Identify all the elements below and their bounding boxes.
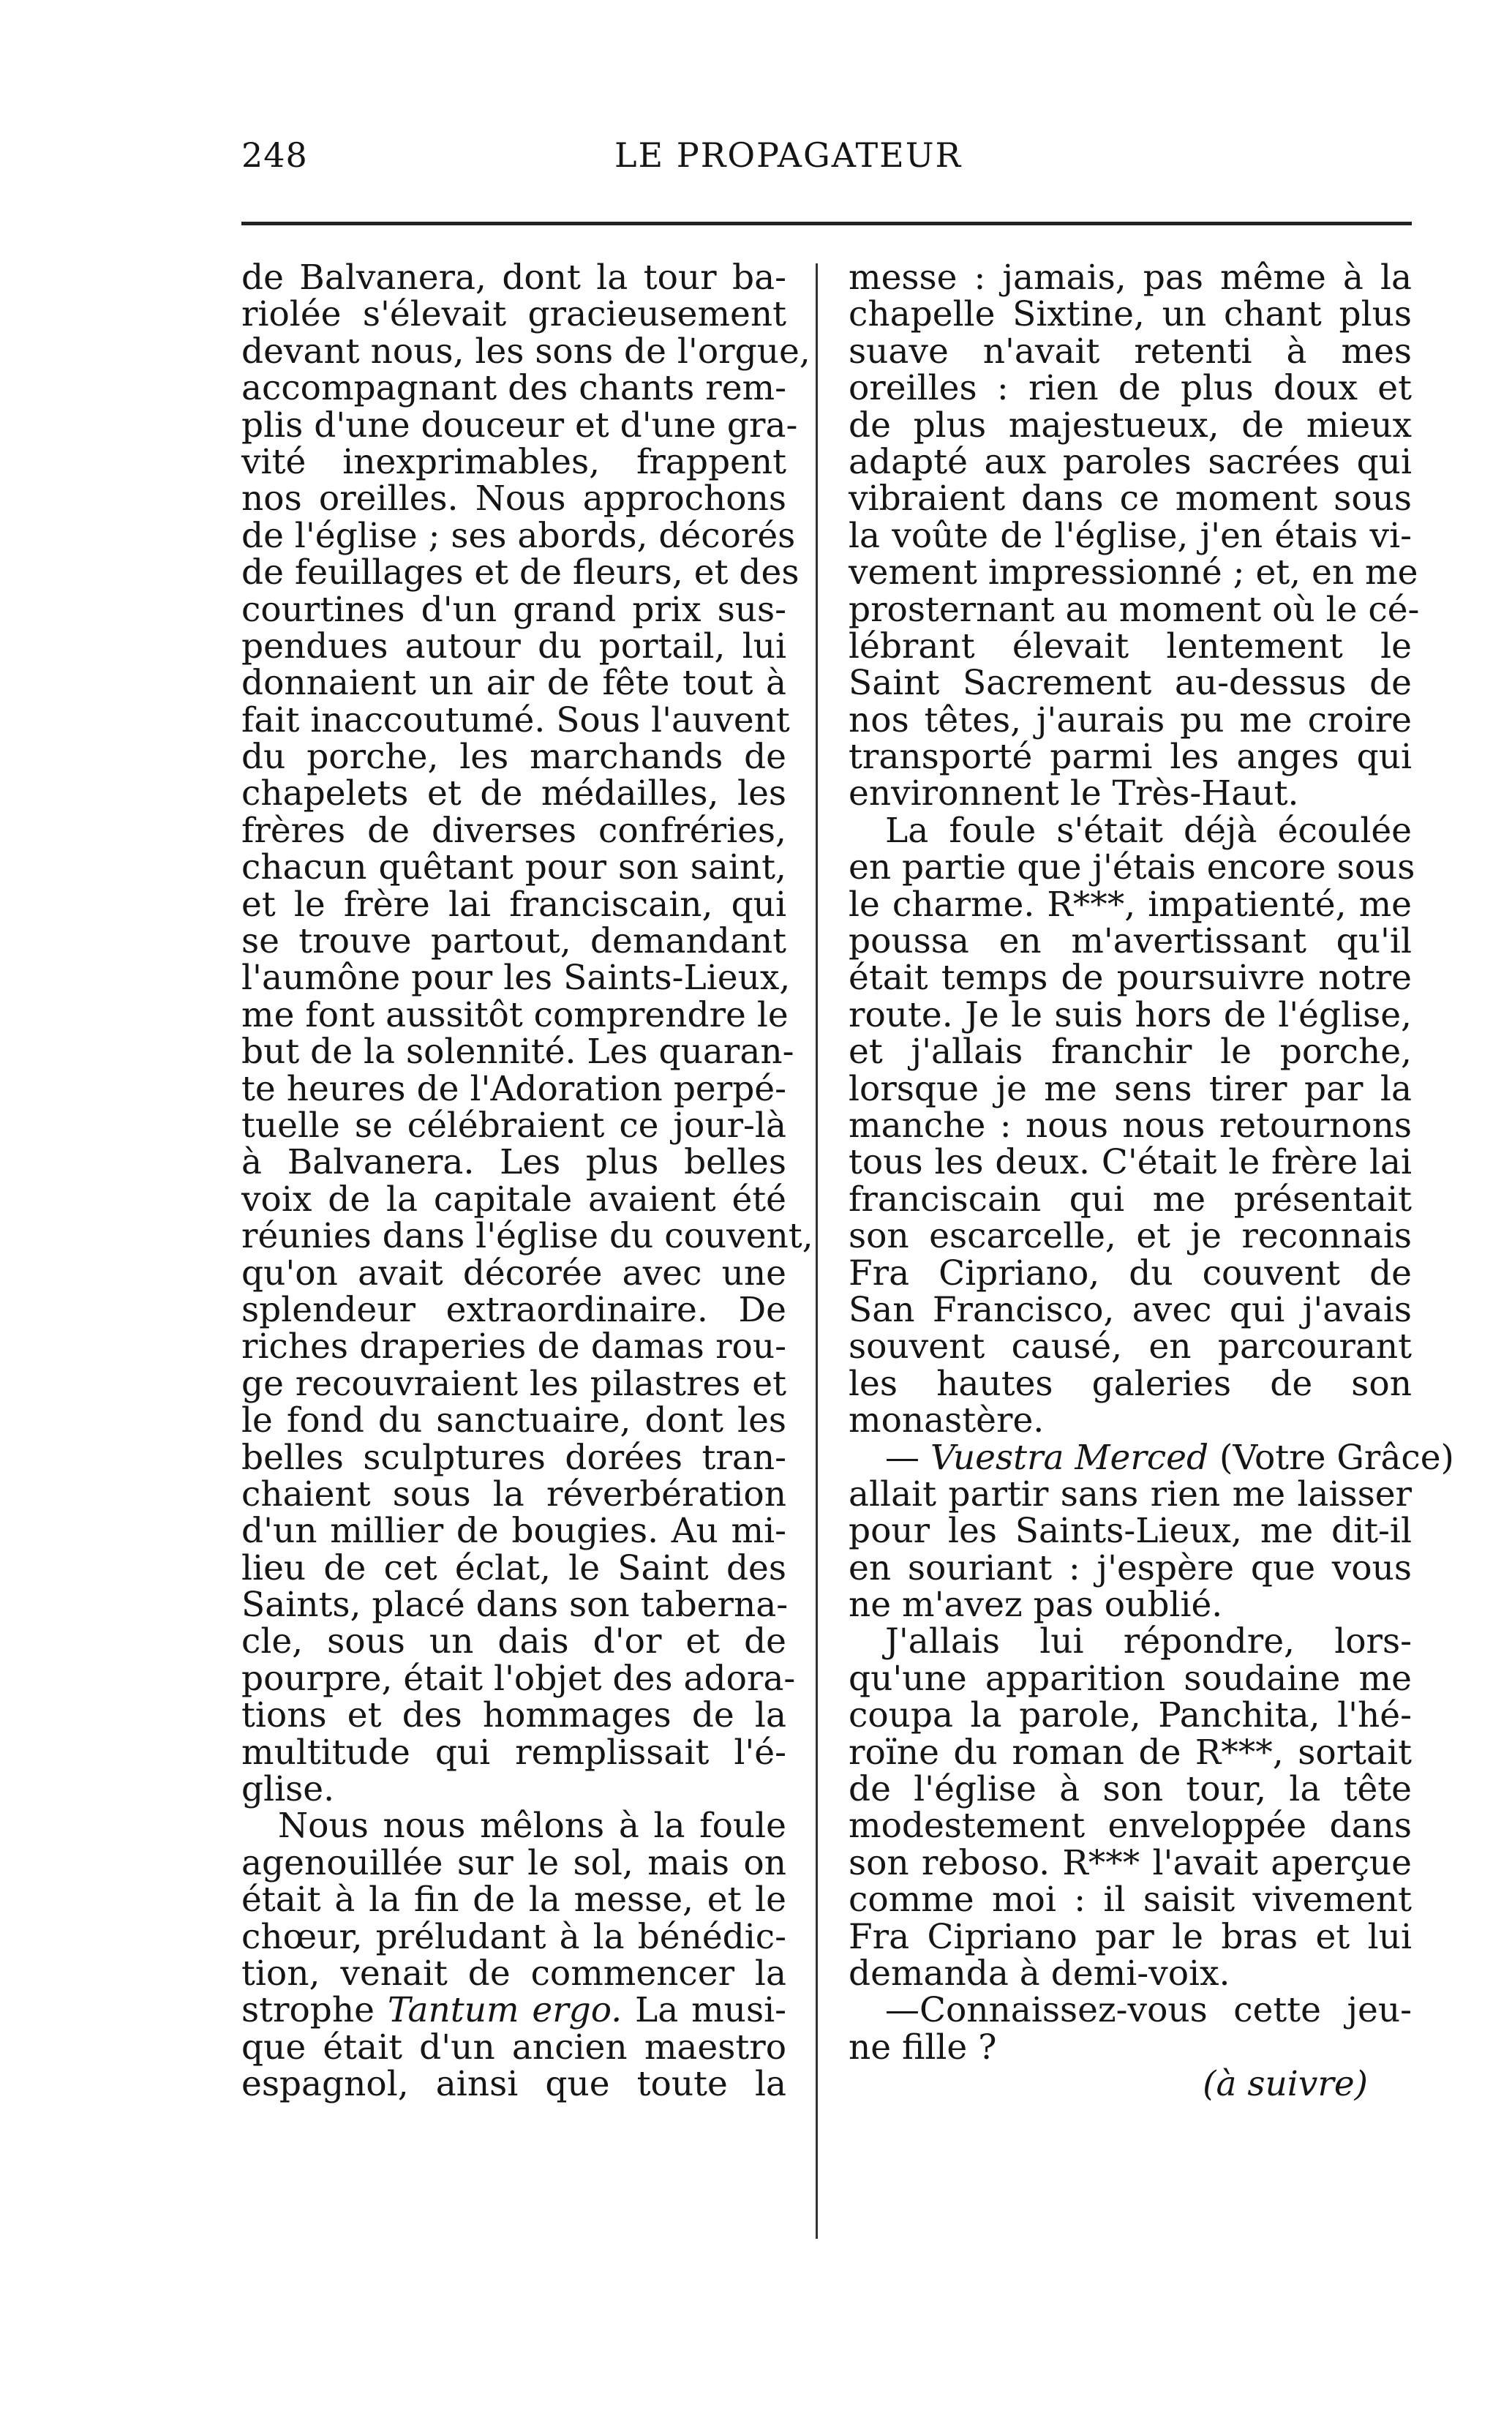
text-line: roïne du roman de R***, sortait	[849, 1732, 1412, 1773]
text-fragment: strophe	[241, 1990, 375, 2031]
text-line: frères de diverses confréries,	[241, 810, 786, 851]
to-be-continued-note: (à suivre)	[1203, 2064, 1368, 2105]
text-line: San Francisco, avec qui j'avais	[849, 1289, 1412, 1330]
text-line: était temps de poursuivre notre	[849, 958, 1412, 999]
text-line: d'un millier de bougies. Au mi-	[241, 1511, 786, 1552]
text-line: prosternant au moment où le cé-	[849, 589, 1420, 630]
text-line: riolée s'élevait gracieusement	[241, 294, 786, 335]
text-line: Fra Cipriano, du couvent de	[849, 1253, 1412, 1294]
text-line: tous les deux. C'était le frère lai	[849, 1142, 1412, 1183]
text-line: en souriant : j'espère que vous	[849, 1547, 1412, 1588]
text-line: nos oreilles. Nous approchons	[241, 478, 786, 519]
text-line: vement impressionné ; et, en me	[849, 552, 1418, 593]
text-line: à Balvanera. Les plus belles	[241, 1142, 786, 1183]
text-line: but de la solennité. Les quaran-	[241, 1032, 794, 1073]
text-line: lorsque je me sens tirer par la	[849, 1068, 1412, 1109]
text-line: chapelle Sixtine, un chant plus	[849, 294, 1412, 335]
text-line: le fond du sanctuaire, dont les	[241, 1400, 786, 1441]
text-line: Saints, placé dans son taberna-	[241, 1585, 789, 1626]
left-column	[241, 258, 813, 2105]
text-line: coupa la parole, Panchita, l'hé-	[849, 1695, 1412, 1736]
text-line: te heures de l'Adoration perpé-	[241, 1068, 786, 1109]
text-line: splendeur extraordinaire. De	[241, 1289, 786, 1330]
text-line: nos têtes, j'aurais pu me croire	[849, 699, 1412, 740]
text-line: lieu de cet éclat, le Saint des	[241, 1547, 786, 1588]
text-line: agenouillée sur le sol, mais on	[241, 1842, 786, 1883]
text-line: cle, sous un dais d'or et de	[241, 1621, 786, 1662]
text-line: La foule s'était déjà écoulée	[885, 810, 1412, 851]
text-line: donnaient un air de fête tout à	[241, 663, 786, 704]
text-line: pour les Saints-Lieux, me dit-il	[849, 1511, 1412, 1552]
text-line: messe : jamais, pas même à la	[849, 258, 1412, 298]
text-line: accompagnant des chants rem-	[241, 368, 786, 409]
text-line: de feuillages et de fleurs, et des	[241, 552, 800, 593]
text-line: pendues autour du portail, lui	[241, 626, 786, 667]
text-line: se trouve partout, demandant	[241, 921, 786, 962]
text-line: de l'église à son tour, la tête	[849, 1769, 1412, 1810]
text-line: les hautes galeries de son	[849, 1363, 1412, 1404]
running-head: LE PROPAGATEUR	[614, 135, 963, 175]
text-line: riches draperies de damas rou-	[241, 1326, 786, 1367]
column-divider	[816, 263, 818, 2239]
text-line: la voûte de l'église, j'en étais vi-	[849, 515, 1412, 556]
text-line: du porche, les marchands de	[241, 737, 786, 778]
text-line: qu'une apparition soudaine me	[849, 1658, 1412, 1699]
text-line: et le frère lai franciscain, qui	[241, 884, 786, 925]
header-rule	[241, 222, 1412, 225]
text-line: —Connaissez-vous cette jeu-	[885, 1990, 1412, 2031]
text-line: route. Je le suis hors de l'église,	[849, 994, 1412, 1035]
text-line: chacun quêtant pour son saint,	[241, 847, 786, 888]
right-column	[849, 258, 1454, 2105]
text-line-mixed	[241, 1992, 786, 2029]
text-fragment: (Votre Grâce)	[1208, 1437, 1454, 1478]
text-line: son reboso. R*** l'avait aperçue	[849, 1842, 1412, 1883]
text-line: demanda à demi-voix.	[849, 1953, 1230, 1994]
text-line: Saint Sacrement au-dessus de	[849, 663, 1412, 704]
text-line: ne fille ?	[849, 2027, 997, 2068]
text-line: Nous nous mêlons à la foule	[278, 1806, 786, 1847]
text-line: réunies dans l'église du couvent,	[241, 1216, 813, 1257]
text-line: glise.	[241, 1769, 335, 1810]
text-line: belles sculptures dorées tran-	[241, 1437, 786, 1478]
text-line: tions et des hommages de la	[241, 1695, 786, 1736]
text-line: et j'allais franchir le porche,	[849, 1032, 1412, 1073]
italic-text: Tantum ergo.	[387, 1990, 623, 2031]
text-line: chaient sous la réverbération	[241, 1474, 786, 1514]
text-line: espagnol, ainsi que toute la	[241, 2064, 786, 2105]
text-line: courtines d'un grand prix sus-	[241, 589, 786, 630]
text-line: était à la fin de la messe, et le	[241, 1880, 786, 1921]
text-line: plis d'une douceur et d'une gra-	[241, 405, 798, 446]
text-line: lébrant élevait lentement le	[849, 626, 1412, 667]
text-line: poussa en m'avertissant qu'il	[849, 921, 1412, 962]
text-line: me font aussitôt comprendre le	[241, 994, 789, 1035]
text-line: chœur, préludant à la bénédic-	[241, 1916, 786, 1957]
text-line: environnent le Très-Haut.	[849, 773, 1299, 814]
text-line: transporté parmi les anges qui	[849, 737, 1412, 778]
text-line: devant nous, les sons de l'orgue,	[241, 331, 810, 372]
text-line: de l'église ; ses abords, décorés	[241, 515, 796, 556]
text-fragment: La musi-	[635, 1990, 786, 2031]
text-line: Fra Cipriano par le bras et lui	[849, 1916, 1412, 1957]
text-line: ge recouvraient les pilastres et	[241, 1363, 786, 1404]
text-line: adapté aux paroles sacrées qui	[849, 441, 1412, 482]
text-line: de Balvanera, dont la tour ba-	[241, 258, 786, 298]
text-line: comme moi : il saisit vivement	[849, 1880, 1412, 1921]
text-line: franciscain qui me présentait	[849, 1179, 1412, 1220]
text-line: qu'on avait décorée avec une	[241, 1253, 786, 1294]
text-line: monastère.	[849, 1400, 1045, 1441]
text-line: manche : nous nous retournons	[849, 1105, 1412, 1146]
text-line: fait inaccoutumé. Sous l'auvent	[241, 699, 790, 740]
text-line: J'allais lui répondre, lors-	[885, 1621, 1412, 1662]
text-line: oreilles : rien de plus doux et	[849, 368, 1412, 409]
italic-text: Vuestra Merced	[930, 1437, 1209, 1478]
text-line: suave n'avait retenti à mes	[849, 331, 1412, 372]
text-line: vité inexprimables, frappent	[241, 441, 786, 482]
text-line: en partie que j'étais encore sous	[849, 847, 1415, 888]
text-line: l'aumône pour les Saints-Lieux,	[241, 958, 791, 999]
text-line: vibraient dans ce moment sous	[849, 478, 1412, 519]
text-line: voix de la capitale avaient été	[241, 1179, 786, 1220]
text-line: son escarcelle, et je reconnais	[849, 1216, 1412, 1257]
text-line: modestement enveloppée dans	[849, 1806, 1412, 1847]
text-fragment: —	[885, 1437, 930, 1478]
text-line: multitude qui remplissait l'é-	[241, 1732, 786, 1773]
text-line: tion, venait de commencer la	[241, 1953, 786, 1994]
text-line-mixed	[849, 1437, 1454, 1478]
text-line: souvent causé, en parcourant	[849, 1326, 1412, 1367]
text-line: ne m'avez pas oublié.	[849, 1585, 1223, 1626]
page-number: 248	[241, 135, 308, 175]
text-line: de plus majestueux, de mieux	[849, 405, 1412, 446]
text-line: chapelets et de médailles, les	[241, 773, 786, 814]
text-line: tuelle se célébraient ce jour-là	[241, 1105, 786, 1146]
text-line: pourpre, était l'objet des adora-	[241, 1658, 796, 1699]
text-line: le charme. R***, impatienté, me	[849, 884, 1412, 925]
text-line: que était d'un ancien maestro	[241, 2027, 786, 2068]
text-line: allait partir sans rien me laisser	[849, 1474, 1412, 1514]
